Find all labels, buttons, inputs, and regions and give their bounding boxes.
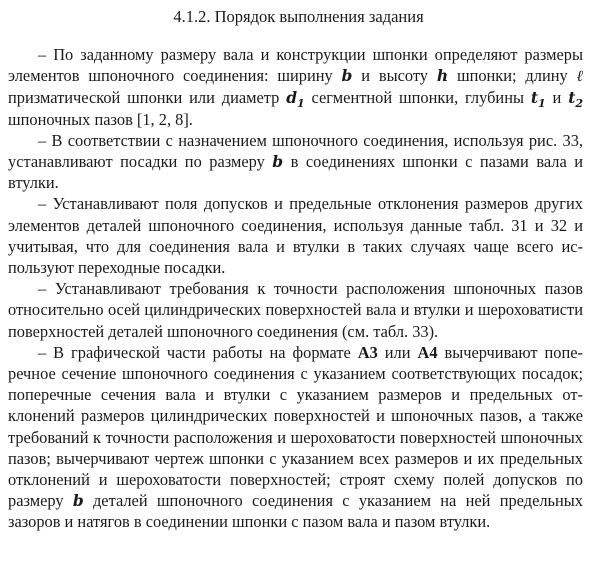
text-run: – Устанавливают поля допусков и предельные отклонения размеров других элементов деталей шпоночного соединения, используя данные табл. 31 и 32 и учитывая, что для соединения вала и втулки в таких случаях чаще всего используют переходные посадки. bbox=[8, 194, 583, 278]
variable-b: b bbox=[72, 491, 84, 511]
format-a3: А3 bbox=[357, 342, 378, 362]
variable-t1: $t_1$ bbox=[530, 88, 546, 111]
format-a4: А4 bbox=[417, 342, 438, 362]
paragraph-fits bbox=[8, 130, 583, 194]
variable-b: b bbox=[341, 66, 353, 86]
section-heading: 4.1.2. Порядок выполнения задания bbox=[173, 7, 424, 26]
text-run: – По заданному размеру вала и конструкции шпонки определяют размеры элементов шпоночного соединения: ширину bbox=[8, 45, 583, 86]
text-run: шпонки; длину bbox=[448, 66, 577, 86]
text-run: – Устанавливают требования к точности расположения шпоночных пазов относительно осей цилиндрических поверхностей вала и втулки и шероховатисти поверхностей деталей шпоночного соединения (см. табл. 33). bbox=[8, 279, 583, 341]
variable-h: h bbox=[436, 66, 449, 86]
text-run: призматической шпонки или диаметр bbox=[8, 88, 287, 108]
variable-t2: $t_2$ bbox=[568, 88, 584, 111]
paragraph-tolerances bbox=[8, 193, 583, 278]
text-run: и высоту bbox=[352, 66, 437, 86]
text-run: шпоночных пазов [1, 2, 8]. bbox=[8, 109, 193, 129]
variable-d1: $d_1$ bbox=[286, 88, 305, 111]
text-run: или bbox=[377, 342, 418, 362]
variable-l: ℓ bbox=[576, 67, 583, 86]
paragraph-key-dimensions bbox=[8, 44, 583, 130]
text-run: вычерчивают поперечное сечение шпоночного соединения с указанием соответствующих посадок; поперечные сечения вала и втулки с указанием размеров и предельных отклонений размеров цилиндрических поверхностей и шпоночных пазов, а также требований к точности расположения и шероховатости поверхностей шпоночных пазов; вычерчивают чертеж шпонки с указанием всех размеров и их предельных отклонений и шероховатости поверхностей; строят схему полей допусков по размеру bbox=[8, 342, 583, 511]
paragraph-drawing bbox=[8, 342, 583, 533]
text-run: – В соответствии с назначением шпоночного соединения, используя рис. 33, устанавливают посадки по размеру bbox=[8, 130, 583, 172]
text-run: сегментной шпонки, глубины bbox=[304, 88, 531, 108]
variable-b: b bbox=[272, 152, 284, 172]
text-run: и bbox=[545, 88, 569, 108]
text-run: деталей шпоночного соединения с указанием на ней предельных зазоров и натягов в соединении шпонки с пазом вала и пазом втулки. bbox=[8, 491, 583, 532]
paragraph-accuracy bbox=[8, 278, 583, 342]
text-run: в соединениях шпонки с пазами вала и втулки. bbox=[8, 152, 583, 193]
text-run: – В графической части работы на формате bbox=[38, 342, 358, 362]
